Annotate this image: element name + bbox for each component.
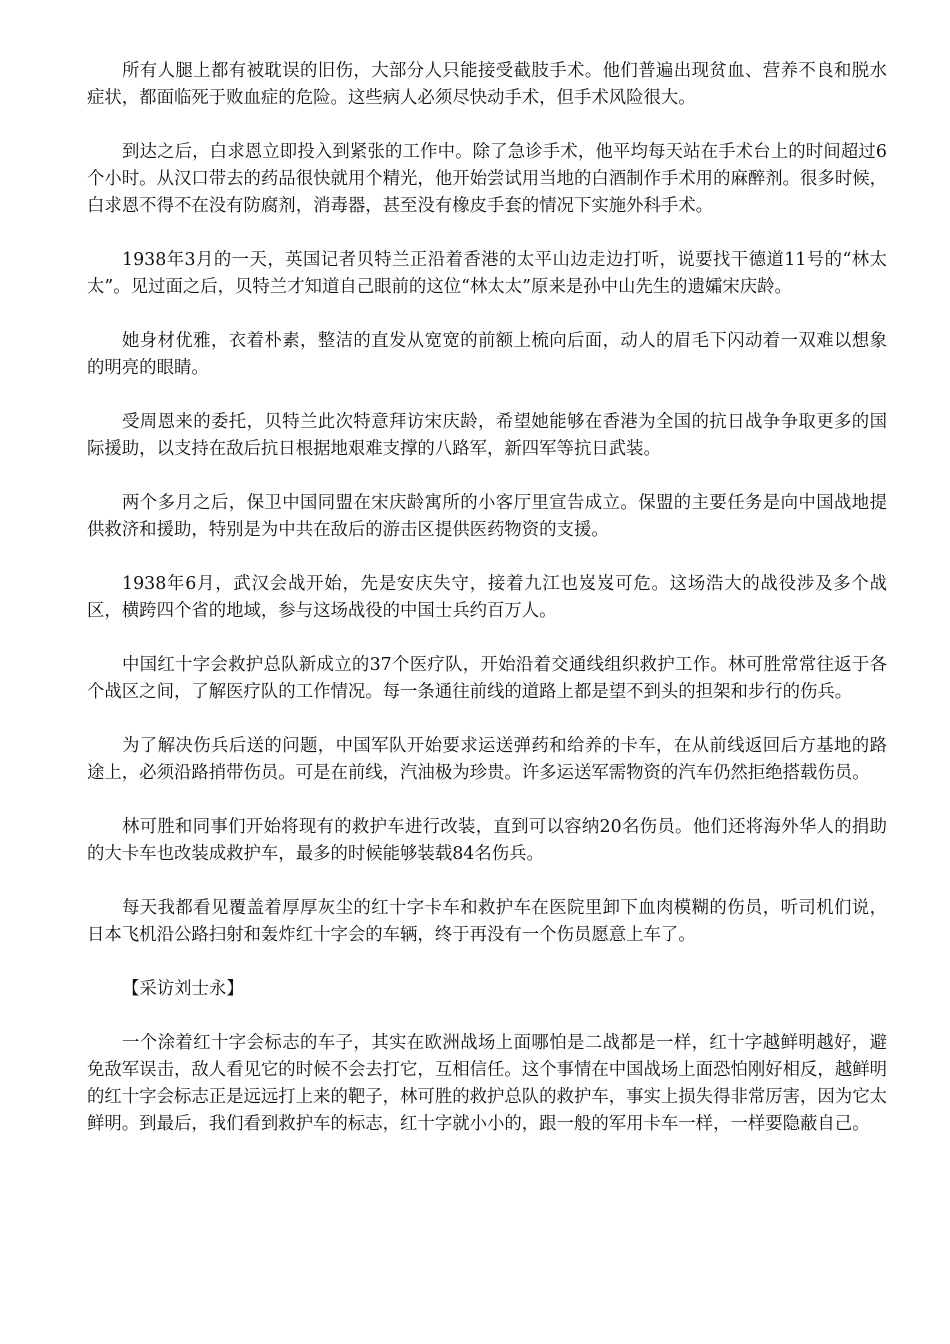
paragraph-9: 为了解决伤兵后送的问题，中国军队开始要求运送弹药和给养的卡车，在从前线返回后方基地的路途上，必须沿路捎带伤员。可是在前线，汽油极为珍贵。许多运送军需物资的汽车仍然拒绝搭载伤员。 bbox=[87, 736, 887, 783]
paragraph-3: 1938年3月的一天，英国记者贝特兰正沿着香港的太平山边走边打听，说要找干德道11号的“林太太”。见过面之后，贝特兰才知道自己眼前的这位“林太太”原来是孙中山先生的遗孀宋庆龄。 bbox=[87, 250, 887, 297]
paragraph-2: 到达之后，白求恩立即投入到紧张的工作中。除了急诊手术，他平均每天站在手术台上的时间超过6个小时。从汉口带去的药品很快就用个精光，他开始尝试用当地的白酒制作手术用的麻醉剂。很多时候，白求恩不得不在没有防腐剂，消毒器，甚至没有橡皮手套的情况下实施外科手术。 bbox=[87, 142, 887, 216]
paragraph-11: 每天我都看见覆盖着厚厚灰尘的红十字卡车和救护车在医院里卸下血肉模糊的伤员，听司机们说，日本飞机沿公路扫射和轰炸红十字会的车辆，终于再没有一个伤员愿意上车了。 bbox=[87, 898, 887, 945]
paragraph-1: 所有人腿上都有被耽误的旧伤，大部分人只能接受截肢手术。他们普遍出现贫血、营养不良和脱水症状，都面临死于败血症的危险。这些病人必须尽快动手术，但手术风险很大。 bbox=[87, 61, 887, 108]
paragraph-4: 她身材优雅，衣着朴素，整洁的直发从宽宽的前额上梳向后面，动人的眉毛下闪动着一双难以想象的明亮的眼睛。 bbox=[87, 331, 887, 378]
document-page bbox=[87, 58, 887, 1165]
paragraph-7: 1938年6月，武汉会战开始，先是安庆失守，接着九江也岌岌可危。这场浩大的战役涉及多个战区，横跨四个省的地域，参与这场战役的中国士兵约百万人。 bbox=[87, 574, 887, 621]
paragraph-10: 林可胜和同事们开始将现有的救护车进行改装，直到可以容纳20名伤员。他们还将海外华人的捐助的大卡车也改装成救护车，最多的时候能够装载84名伤兵。 bbox=[87, 817, 887, 864]
paragraph-6: 两个多月之后，保卫中国同盟在宋庆龄寓所的小客厅里宣告成立。保盟的主要任务是向中国战地提供救济和援助，特别是为中共在敌后的游击区提供医药物资的支援。 bbox=[87, 493, 887, 540]
interview-heading: 【采访刘士永】 bbox=[122, 979, 244, 999]
paragraph-8: 中国红十字会救护总队新成立的37个医疗队，开始沿着交通线组织救护工作。林可胜常常往返于各个战区之间，了解医疗队的工作情况。每一条通往前线的道路上都是望不到头的担架和步行的伤兵。 bbox=[87, 655, 887, 702]
interview-paragraph: 一个涂着红十字会标志的车子，其实在欧洲战场上面哪怕是二战都是一样，红十字越鲜明越好，避免敌军误击，敌人看见它的时候不会去打它，互相信任。这个事情在中国战场上面恐怕刚好相反，越鲜明的红十字会标志正是远远打上来的靶子，林可胜的救护总队的救护车，事实上损失得非常厉害，因为它太鲜明。到最后，我们看到救护车的标志，红十字就小小的，跟一般的军用卡车一样，一样要隐蔽自己。 bbox=[87, 1033, 887, 1134]
paragraph-5: 受周恩来的委托，贝特兰此次特意拜访宋庆龄，希望她能够在香港为全国的抗日战争争取更多的国际援助，以支持在敌后抗日根据地艰难支撑的八路军，新四军等抗日武装。 bbox=[87, 412, 887, 459]
